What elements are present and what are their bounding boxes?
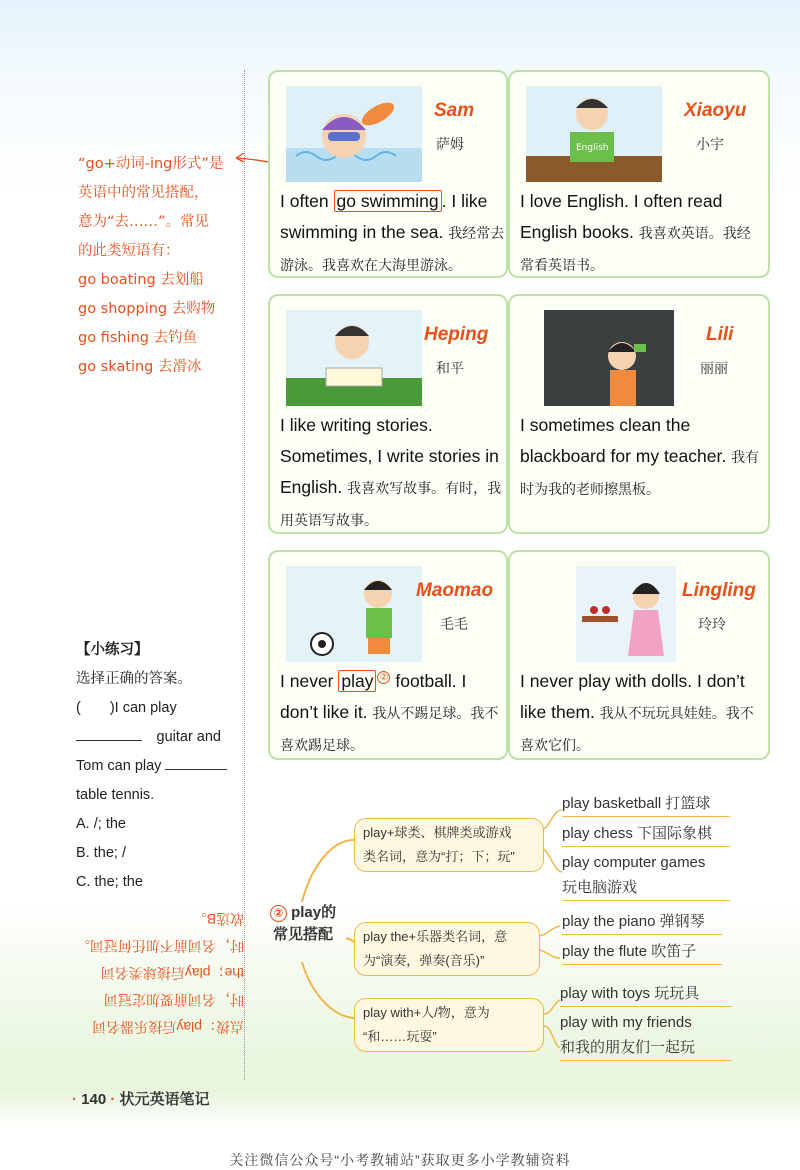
side-note-line: “go+动词-ing形式”是	[78, 156, 224, 172]
practice-option: C. the; the	[76, 874, 143, 890]
leaf-line: play computer games	[562, 854, 706, 871]
side-note-line: go shopping 去购物	[78, 301, 216, 317]
branch-node-with	[354, 998, 544, 1052]
practice-instruction: 选择正确的答案。	[76, 671, 192, 687]
card-maomao	[268, 550, 508, 760]
card-text-part: . I like swimming in the sea.	[280, 191, 488, 242]
practice-option: B. the; /	[76, 845, 126, 861]
reader-icon	[526, 86, 662, 182]
leaf-line: play with my friends	[560, 1014, 692, 1031]
page-number: 140	[81, 1091, 107, 1108]
leaf-item: play the flute 吹笛子	[562, 940, 722, 965]
card-sam	[268, 70, 508, 278]
card-translation: 我从不踢足球。我不喜欢踢足球。	[280, 705, 499, 753]
football-icon	[286, 566, 422, 662]
mind-map	[240, 790, 800, 1070]
card-text-part: I love English. I often read English books.	[520, 191, 723, 242]
practice-question-line	[76, 723, 236, 752]
leaf-item: play chess 下国际象棋	[562, 822, 730, 847]
card-text-part: football. I don’t like it.	[280, 671, 467, 722]
mind-map-center	[260, 902, 346, 946]
card-text	[280, 186, 506, 278]
writing-illustration	[286, 310, 422, 406]
leaf-line: 玩电脑游戏	[562, 879, 638, 896]
card-lili	[508, 294, 770, 534]
center-line: 常见搭配	[272, 926, 333, 943]
note-marker: ②	[377, 671, 390, 684]
side-note-line: go skating 去滑冰	[78, 359, 202, 375]
reading-illustration	[526, 86, 662, 182]
writer-icon	[286, 310, 422, 406]
side-note-line: go boating 去划船	[78, 272, 204, 288]
branch-node-ball-games	[354, 818, 544, 872]
cleaner-icon	[544, 310, 674, 406]
card-text	[520, 410, 760, 505]
page-footer: · 140 · 状元英语笔记	[72, 1091, 210, 1108]
watermark: 关注微信公众号“小考教辅站”获取更多小学教辅资料	[229, 1152, 571, 1168]
card-translation: 我从不玩玩具娃娃。我不喜欢它们。	[520, 705, 754, 753]
card-name: Heping	[424, 324, 489, 345]
side-note-line: 意为“去……”。常见	[78, 214, 210, 230]
practice-question-part: guitar and	[156, 729, 221, 745]
side-note-line: 英语中的常见搭配，	[78, 185, 209, 201]
branch-line: play the+乐器类名词，意	[363, 929, 508, 944]
swimmer-icon	[286, 86, 422, 182]
card-translation: 我喜欢写故事。有时，我用英语写故事。	[280, 480, 502, 528]
branch-line: “和……玩耍”	[363, 1029, 437, 1044]
card-name: Maomao	[416, 580, 494, 601]
blackboard-illustration	[544, 310, 674, 406]
card-xiaoyu	[508, 70, 770, 278]
branch-line: 为“演奏，弹奏(音乐)”	[363, 953, 485, 968]
girl-icon	[576, 566, 676, 662]
card-cn-name: 萨姆	[436, 136, 464, 152]
card-name: Lingling	[682, 580, 756, 601]
leaf-item: play with toys 玩玩具	[560, 982, 732, 1007]
center-text: play的	[291, 904, 337, 921]
card-text-part: I never play with dolls. I don’t like them.	[520, 671, 745, 722]
card-cn-name: 毛毛	[440, 616, 468, 632]
side-note-line: 的此类短语有：	[78, 243, 180, 259]
card-translation: 我喜欢英语。我经常看英语书。	[520, 225, 751, 273]
card-text-part: I like writing stories. Sometimes, I write stories in English.	[280, 415, 499, 497]
dolls-illustration	[576, 566, 676, 662]
branch-line: play+球类、棋牌类或游戏	[363, 825, 512, 840]
leaf-item: play basketball 打篮球	[562, 792, 730, 817]
card-name: Xiaoyu	[684, 100, 747, 121]
card-heping	[268, 294, 508, 534]
card-translation: 我经常去游泳。我喜欢在大海里游泳。	[280, 225, 505, 273]
practice-question-line: table tennis.	[76, 787, 155, 803]
card-text	[520, 666, 760, 760]
highlight-phrase: go swimming	[334, 190, 442, 212]
branch-node-instruments	[354, 922, 540, 976]
side-note-line: go fishing 去钓鱼	[78, 330, 198, 346]
leaf-line: 和我的朋友们一起玩	[560, 1039, 696, 1056]
practice-question-line: ( )I can play	[76, 700, 177, 716]
answer-blank[interactable]	[165, 756, 227, 770]
card-text-part: I never	[280, 671, 339, 691]
card-text-part: I sometimes clean the blackboard for my teacher.	[520, 415, 727, 466]
football-illustration	[286, 566, 422, 662]
highlight-phrase: play	[338, 670, 376, 692]
card-cn-name: 丽丽	[700, 360, 728, 376]
mind-map-number: ②	[270, 905, 287, 922]
leaf-item	[562, 850, 730, 901]
center-line	[260, 902, 346, 924]
card-text	[280, 666, 506, 760]
side-note	[78, 150, 243, 382]
card-translation: 我有时为我的老师擦黑板。	[520, 449, 760, 497]
card-cn-name: 玲玲	[698, 616, 726, 632]
card-lingling	[508, 550, 770, 760]
practice-question-part: Tom can play	[76, 758, 162, 774]
practice-section	[76, 636, 236, 897]
answer-note-upside-down: 点拨：play后接乐器名词时，名词前要加定冠词the；play后接球类名词时，名词前不加任何冠词。故选B。	[76, 911, 244, 1035]
practice-option: A. /; the	[76, 816, 126, 832]
branch-line: play with+人/物，意为	[363, 1005, 490, 1020]
leaf-item: play the piano 弹钢琴	[562, 910, 722, 935]
leaf-item	[560, 1010, 732, 1061]
practice-question-line	[76, 752, 236, 781]
card-text	[280, 410, 506, 534]
card-name: Sam	[434, 100, 475, 121]
card-text-part: I often	[280, 191, 334, 211]
book-label: English	[576, 143, 609, 153]
swimming-illustration	[286, 86, 422, 182]
book-title: 状元英语笔记	[119, 1091, 210, 1108]
answer-blank[interactable]	[76, 727, 142, 741]
branch-line: 类名词，意为“打；下；玩”	[363, 849, 515, 864]
practice-title: 【小练习】	[76, 642, 149, 658]
card-cn-name: 小宇	[696, 136, 724, 152]
card-cn-name: 和平	[436, 360, 464, 376]
card-text	[520, 186, 758, 278]
card-name: Lili	[706, 324, 734, 345]
